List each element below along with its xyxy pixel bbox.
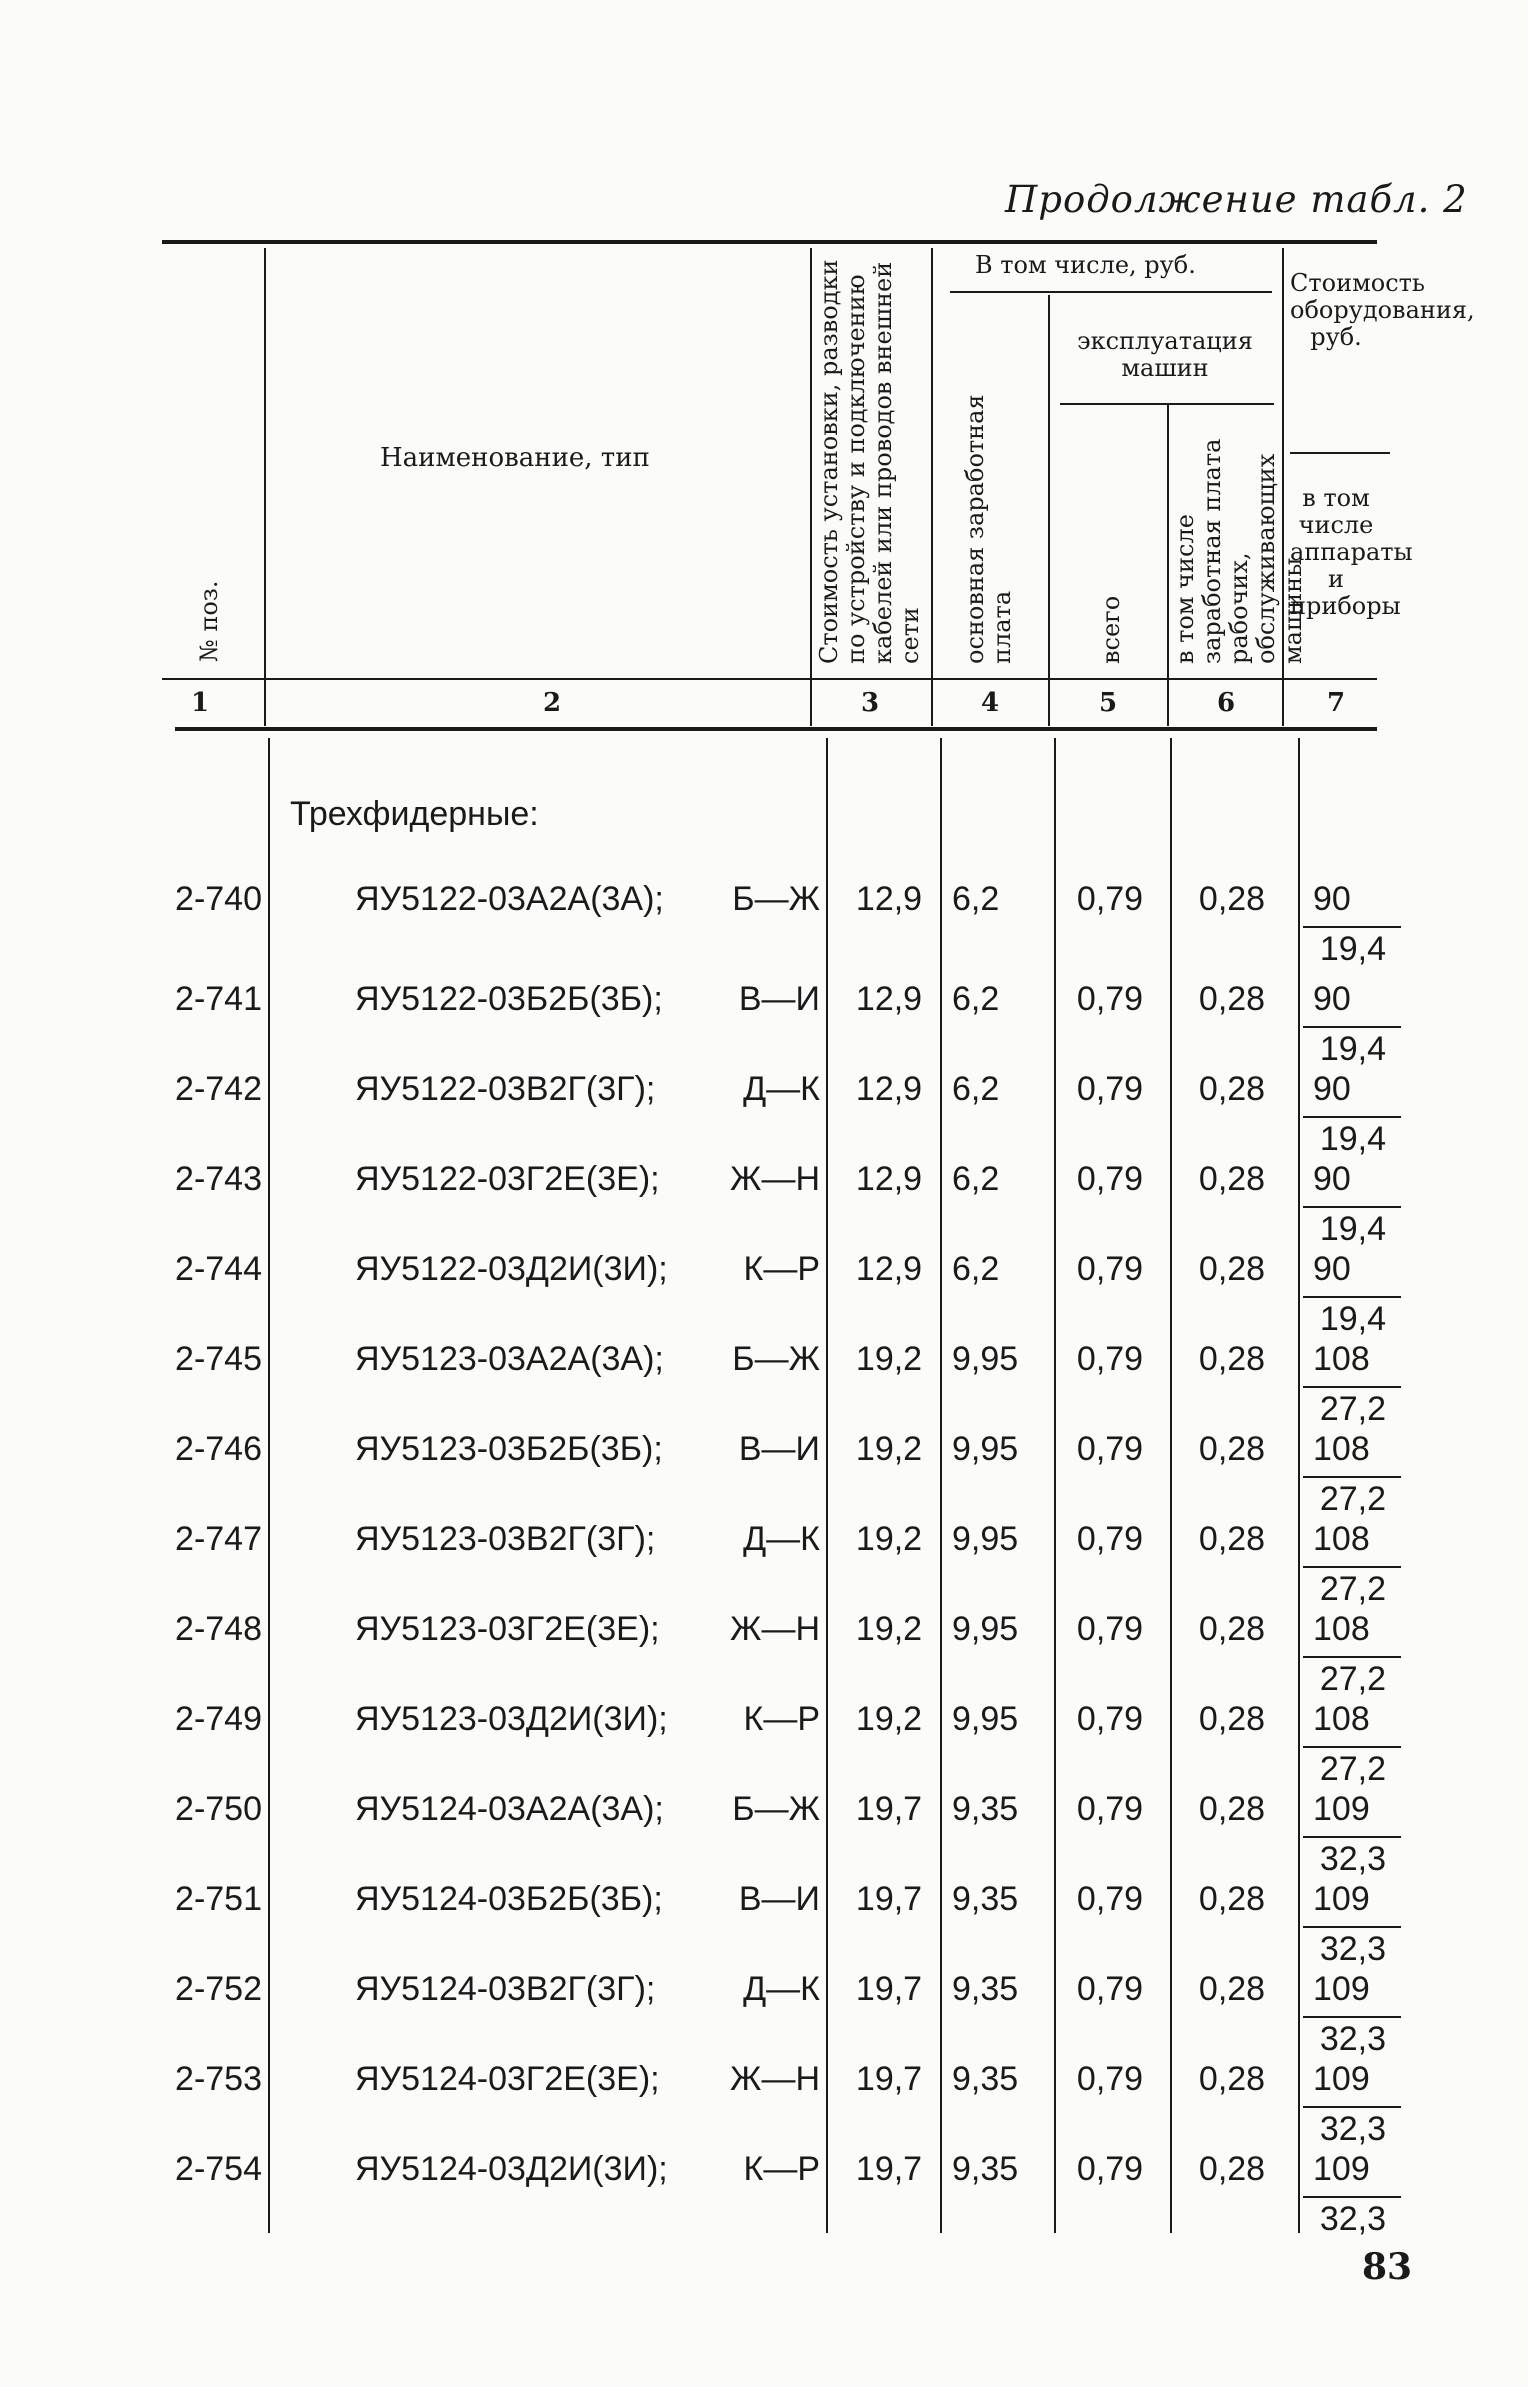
row-fraction-line [1303, 1746, 1401, 1748]
row-pair: Б—Ж [732, 1790, 820, 1828]
row-equipment-subcost: 27,2 [1319, 1480, 1386, 1518]
row-position: 2-751 [175, 1880, 262, 1918]
row-fraction-line [1303, 1926, 1401, 1928]
row-equipment-cost: 90 [1313, 980, 1351, 1018]
row-fraction-line [1303, 1656, 1401, 1658]
row-pair: К—Р [743, 1250, 820, 1288]
row-base-wage: 9,35 [952, 2060, 1019, 2098]
row-machine-wage: 0,28 [1198, 1790, 1266, 1828]
header-exploitation-label: эксплуатация машин [1077, 327, 1253, 382]
col-number-6: 6 [1216, 688, 1236, 718]
row-position: 2-744 [175, 1250, 262, 1288]
row-name: ЯУ5124-03Д2И(3И); [355, 2150, 668, 2188]
row-machine-wage: 0,28 [1198, 1700, 1266, 1738]
row-pair: К—Р [743, 1700, 820, 1738]
header-divider-4 [1048, 295, 1050, 726]
row-name: ЯУ5123-03В2Г(3Г); [355, 1520, 656, 1558]
header-divider-3 [931, 248, 933, 726]
row-machine-total: 0,79 [1076, 880, 1144, 918]
row-install-cost: 12,9 [855, 1160, 923, 1198]
row-equipment-subcost: 32,3 [1319, 2110, 1386, 2148]
row-name: ЯУ5122-03Г2Е(3Е); [355, 1160, 660, 1198]
row-machine-total: 0,79 [1076, 1340, 1144, 1378]
header-equipment-sub-label: в том числе аппараты и приборы [1290, 484, 1413, 620]
row-equipment-cost: 109 [1313, 2060, 1370, 2098]
row-fraction-line [1303, 1476, 1401, 1478]
row-base-wage: 6,2 [952, 1250, 1000, 1288]
row-position: 2-749 [175, 1700, 262, 1738]
row-position: 2-742 [175, 1070, 262, 1108]
body-divider-2 [826, 738, 828, 2233]
row-base-wage: 9,95 [952, 1430, 1019, 1468]
row-fraction-line [1303, 1836, 1401, 1838]
row-fraction-line [1303, 1116, 1401, 1118]
row-machine-wage: 0,28 [1198, 1880, 1266, 1918]
row-base-wage: 9,95 [952, 1520, 1019, 1558]
row-machine-total: 0,79 [1076, 1070, 1144, 1108]
row-equipment-subcost: 32,3 [1319, 2020, 1386, 2058]
row-equipment-subcost: 27,2 [1319, 1570, 1386, 1608]
row-pair: Д—К [743, 1970, 820, 2008]
row-equipment-cost: 90 [1313, 1070, 1351, 1108]
row-name: ЯУ5124-03Б2Б(3Б); [355, 1880, 663, 1918]
col-number-4: 4 [980, 688, 1000, 718]
row-equipment-cost: 90 [1313, 880, 1351, 918]
row-machine-wage: 0,28 [1198, 880, 1266, 918]
row-base-wage: 9,95 [952, 1340, 1019, 1378]
row-name: ЯУ5123-03Б2Б(3Б); [355, 1430, 663, 1468]
row-machine-total: 0,79 [1076, 1430, 1144, 1468]
row-name: ЯУ5123-03Д2И(3И); [355, 1700, 668, 1738]
row-machine-total: 0,79 [1076, 1520, 1144, 1558]
row-fraction-line [1303, 2016, 1401, 2018]
row-pair: Ж—Н [730, 1160, 820, 1198]
row-base-wage: 9,35 [952, 1880, 1019, 1918]
row-pair: Ж—Н [730, 2060, 820, 2098]
group-rule [950, 291, 1272, 293]
row-position: 2-748 [175, 1610, 262, 1648]
row-position: 2-741 [175, 980, 262, 1018]
row-equipment-cost: 109 [1313, 1970, 1370, 2008]
col-number-7: 7 [1326, 688, 1346, 718]
row-machine-wage: 0,28 [1198, 1430, 1266, 1468]
row-install-cost: 19,7 [855, 1970, 923, 2008]
row-pair: В—И [738, 1430, 820, 1468]
row-name: ЯУ5122-03Б2Б(3Б); [355, 980, 663, 1018]
col-number-2: 2 [542, 688, 562, 718]
header-install-cost-label: Стоимость установки, разводки по устройству и подключению кабелей или проводов внешней сети [815, 259, 924, 664]
row-machine-wage: 0,28 [1198, 1340, 1266, 1378]
row-machine-total: 0,79 [1076, 2060, 1144, 2098]
row-machine-total: 0,79 [1076, 1250, 1144, 1288]
row-base-wage: 9,95 [952, 1610, 1019, 1648]
row-fraction-line [1303, 1386, 1401, 1388]
row-equipment-subcost: 19,4 [1319, 1030, 1386, 1068]
row-equipment-cost: 108 [1313, 1430, 1370, 1468]
body-divider-6 [1298, 738, 1300, 2233]
row-name: ЯУ5122-03Д2И(3И); [355, 1250, 668, 1288]
row-fraction-line [1303, 1296, 1401, 1298]
row-machine-wage: 0,28 [1198, 1160, 1266, 1198]
row-machine-wage: 0,28 [1198, 1520, 1266, 1558]
row-position: 2-752 [175, 1970, 262, 2008]
row-machine-total: 0,79 [1076, 1970, 1144, 2008]
row-fraction-line [1303, 1026, 1401, 1028]
row-equipment-subcost: 32,3 [1319, 2200, 1386, 2238]
row-install-cost: 19,2 [855, 1430, 923, 1468]
row-machine-total: 0,79 [1076, 1700, 1144, 1738]
row-name: ЯУ5124-03А2А(3А); [355, 1790, 664, 1828]
row-fraction-line [1303, 2196, 1401, 2198]
header-name-label: Наименование, тип [380, 443, 650, 473]
header-equipment-cost-label: Стоимость оборудования, руб. [1290, 269, 1475, 351]
row-equipment-cost: 109 [1313, 1880, 1370, 1918]
body-divider-4 [1054, 738, 1056, 2233]
section-title: Трехфидерные: [290, 795, 539, 833]
row-machine-wage: 0,28 [1198, 1970, 1266, 2008]
row-machine-wage: 0,28 [1198, 1250, 1266, 1288]
row-machine-total: 0,79 [1076, 1790, 1144, 1828]
row-machine-wage: 0,28 [1198, 1610, 1266, 1648]
row-equipment-subcost: 19,4 [1319, 1300, 1386, 1338]
row-pair: К—Р [743, 2150, 820, 2188]
row-install-cost: 12,9 [855, 980, 923, 1018]
header-bottom-rule [175, 727, 1377, 731]
row-install-cost: 19,2 [855, 1610, 923, 1648]
row-base-wage: 6,2 [952, 1160, 1000, 1198]
row-machine-wage: 0,28 [1198, 2150, 1266, 2188]
row-position: 2-753 [175, 2060, 262, 2098]
row-fraction-line [1303, 926, 1401, 928]
row-machine-total: 0,79 [1076, 1880, 1144, 1918]
row-name: ЯУ5123-03Г2Е(3Е); [355, 1610, 660, 1648]
row-pair: Ж—Н [730, 1610, 820, 1648]
row-equipment-subcost: 27,2 [1319, 1750, 1386, 1788]
row-install-cost: 12,9 [855, 1070, 923, 1108]
row-machine-wage: 0,28 [1198, 980, 1266, 1018]
row-install-cost: 19,2 [855, 1700, 923, 1738]
row-install-cost: 19,7 [855, 1790, 923, 1828]
row-install-cost: 19,7 [855, 2060, 923, 2098]
row-position: 2-750 [175, 1790, 262, 1828]
row-pair: Д—К [743, 1520, 820, 1558]
header-pos-label: № поз. [195, 580, 223, 662]
row-base-wage: 9,35 [952, 2150, 1019, 2188]
row-position: 2-746 [175, 1430, 262, 1468]
row-install-cost: 19,7 [855, 2150, 923, 2188]
body-divider-5 [1170, 738, 1172, 2233]
row-equipment-subcost: 32,3 [1319, 1840, 1386, 1878]
body-divider-1 [268, 738, 270, 2233]
page-number: 83 [1362, 2246, 1413, 2288]
row-position: 2-745 [175, 1340, 262, 1378]
row-pair: Б—Ж [732, 1340, 820, 1378]
row-fraction-line [1303, 1206, 1401, 1208]
row-equipment-subcost: 19,4 [1319, 930, 1386, 968]
row-equipment-subcost: 32,3 [1319, 1930, 1386, 1968]
row-install-cost: 19,7 [855, 1880, 923, 1918]
row-position: 2-747 [175, 1520, 262, 1558]
body-divider-3 [940, 738, 942, 2233]
row-pair: В—И [738, 1880, 820, 1918]
row-name: ЯУ5124-03В2Г(3Г); [355, 1970, 656, 2008]
row-equipment-subcost: 27,2 [1319, 1660, 1386, 1698]
row-fraction-line [1303, 2106, 1401, 2108]
row-name: ЯУ5122-03А2А(3А); [355, 880, 664, 918]
header-base-wage-label: основная заработная плата [961, 394, 1016, 664]
row-equipment-cost: 109 [1313, 1790, 1370, 1828]
row-equipment-cost: 108 [1313, 1700, 1370, 1738]
row-machine-total: 0,79 [1076, 1610, 1144, 1648]
row-equipment-cost: 90 [1313, 1160, 1351, 1198]
row-base-wage: 9,35 [952, 1790, 1019, 1828]
row-name: ЯУ5122-03В2Г(3Г); [355, 1070, 656, 1108]
row-pair: Б—Ж [732, 880, 820, 918]
row-equipment-subcost: 19,4 [1319, 1120, 1386, 1158]
row-install-cost: 19,2 [855, 1520, 923, 1558]
row-equipment-cost: 108 [1313, 1340, 1370, 1378]
row-base-wage: 6,2 [952, 980, 1000, 1018]
row-machine-wage: 0,28 [1198, 2060, 1266, 2098]
top-rule [162, 240, 1377, 244]
col-number-3: 3 [860, 688, 880, 718]
row-base-wage: 9,35 [952, 1970, 1019, 2008]
row-position: 2-743 [175, 1160, 262, 1198]
row-equipment-cost: 108 [1313, 1520, 1370, 1558]
col-number-rule [162, 678, 1377, 680]
row-name: ЯУ5123-03А2А(3А); [355, 1340, 664, 1378]
row-machine-wage: 0,28 [1198, 1070, 1266, 1108]
row-install-cost: 19,2 [855, 1340, 923, 1378]
row-equipment-subcost: 27,2 [1319, 1390, 1386, 1428]
col-number-1: 1 [190, 688, 210, 718]
table-continuation-caption: Продолжение табл. 2 [1005, 178, 1468, 221]
row-equipment-subcost: 19,4 [1319, 1210, 1386, 1248]
row-pair: Д—К [743, 1070, 820, 1108]
row-install-cost: 12,9 [855, 1250, 923, 1288]
header-divider-2 [810, 248, 812, 726]
row-equipment-cost: 108 [1313, 1610, 1370, 1648]
header-group-label: В том числе, руб. [975, 251, 1196, 279]
row-position: 2-754 [175, 2150, 262, 2188]
row-machine-total: 0,79 [1076, 2150, 1144, 2188]
row-equipment-cost: 109 [1313, 2150, 1370, 2188]
row-position: 2-740 [175, 880, 262, 918]
header-divider-1 [264, 248, 266, 726]
row-base-wage: 6,2 [952, 1070, 1000, 1108]
row-machine-total: 0,79 [1076, 1160, 1144, 1198]
row-pair: В—И [738, 980, 820, 1018]
row-base-wage: 6,2 [952, 880, 1000, 918]
header-divider-5 [1167, 405, 1169, 726]
row-base-wage: 9,95 [952, 1700, 1019, 1738]
row-name: ЯУ5124-03Г2Е(3Е); [355, 2060, 660, 2098]
header-machine-wage-label: в том числе заработная плата рабочих, обслуживающих машины [1171, 438, 1307, 664]
col-number-5: 5 [1098, 688, 1118, 718]
row-install-cost: 12,9 [855, 880, 923, 918]
row-fraction-line [1303, 1566, 1401, 1568]
row-equipment-cost: 90 [1313, 1250, 1351, 1288]
header-total-label: всего [1097, 595, 1125, 664]
row-machine-total: 0,79 [1076, 980, 1144, 1018]
